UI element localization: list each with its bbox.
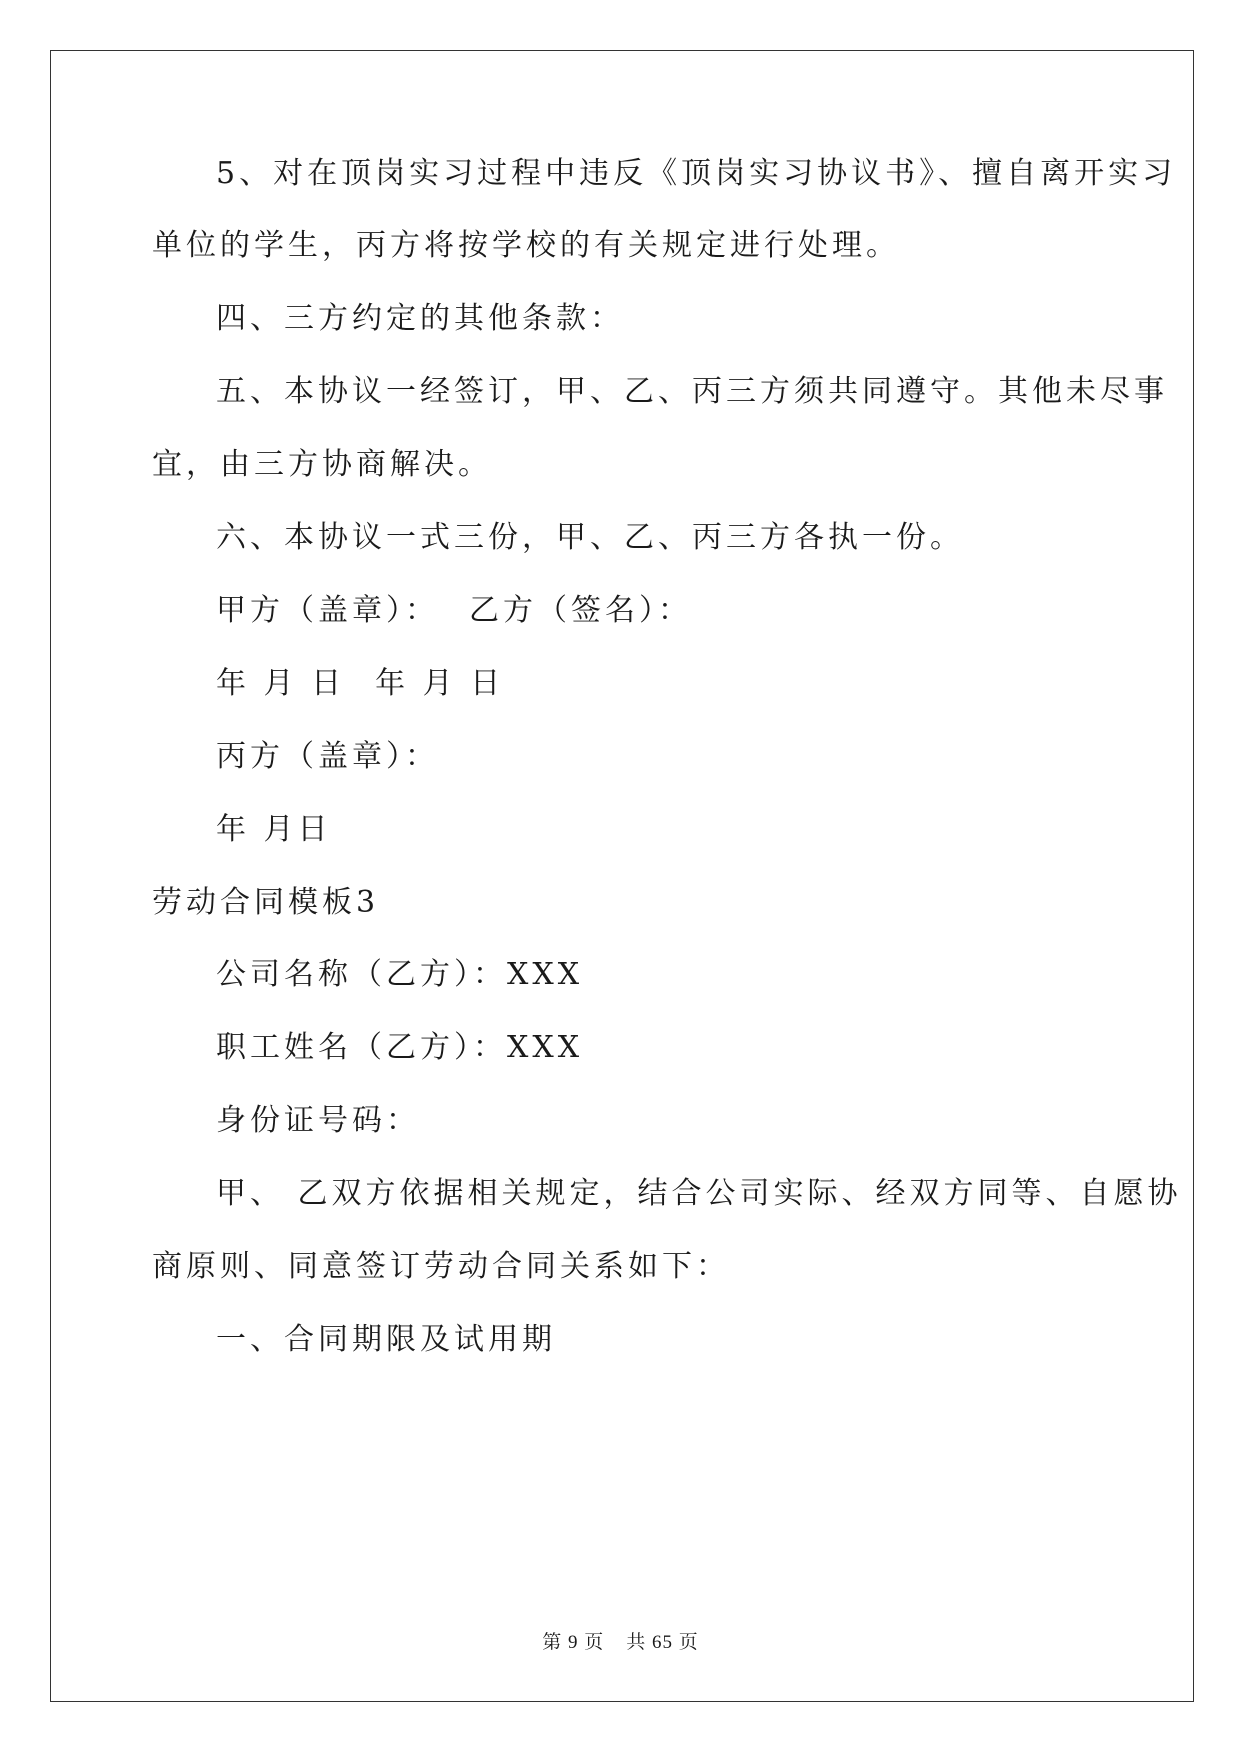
party-c-seal-label: 丙方（盖章）： <box>216 739 439 774</box>
page-total: 共 65 页 <box>626 1632 699 1653</box>
party-a-seal-label: 甲方（盖章）： <box>216 593 439 628</box>
company-name-line: 公司名称（乙方）：XXX <box>216 957 584 992</box>
paragraph-line: 五、本协议一经签订，甲、乙、丙三方须共同遵守。其他未尽事 <box>216 374 1168 409</box>
paragraph-line: 六、本协议一式三份，甲、乙、丙三方各执一份。 <box>216 520 964 555</box>
party-c-date: 年 月日 <box>216 812 332 847</box>
party-b-sign-label: 乙方（签名）： <box>469 593 692 628</box>
paragraph-line: 5、对在顶岗实习过程中违反《顶岗实习协议书》、擅自离开实习 <box>216 156 1177 191</box>
page-footer <box>0 1630 1241 1656</box>
paragraph-line: 甲、 乙双方依据相关规定，结合公司实际、经双方同等、自愿协 <box>216 1176 1182 1211</box>
id-number-line: 身份证号码： <box>216 1103 420 1138</box>
party-a-date: 年 月 日 <box>216 666 346 701</box>
page-border <box>50 50 1194 1702</box>
paragraph-line: 商原则、同意签订劳动合同关系如下： <box>152 1249 730 1284</box>
clause-heading: 一、合同期限及试用期 <box>216 1322 556 1357</box>
date-row <box>216 664 504 704</box>
section-title: 劳动合同模板3 <box>152 885 380 920</box>
page-number: 第 9 页 <box>542 1632 605 1653</box>
paragraph-line: 宜，由三方协商解决。 <box>152 447 492 482</box>
paragraph-line: 单位的学生，丙方将按学校的有关规定进行处理。 <box>152 228 900 263</box>
party-b-date: 年 月 日 <box>375 666 505 701</box>
employee-name-line: 职工姓名（乙方）：XXX <box>216 1030 584 1065</box>
paragraph-line: 四、三方约定的其他条款： <box>216 301 624 336</box>
signature-row <box>216 591 692 631</box>
